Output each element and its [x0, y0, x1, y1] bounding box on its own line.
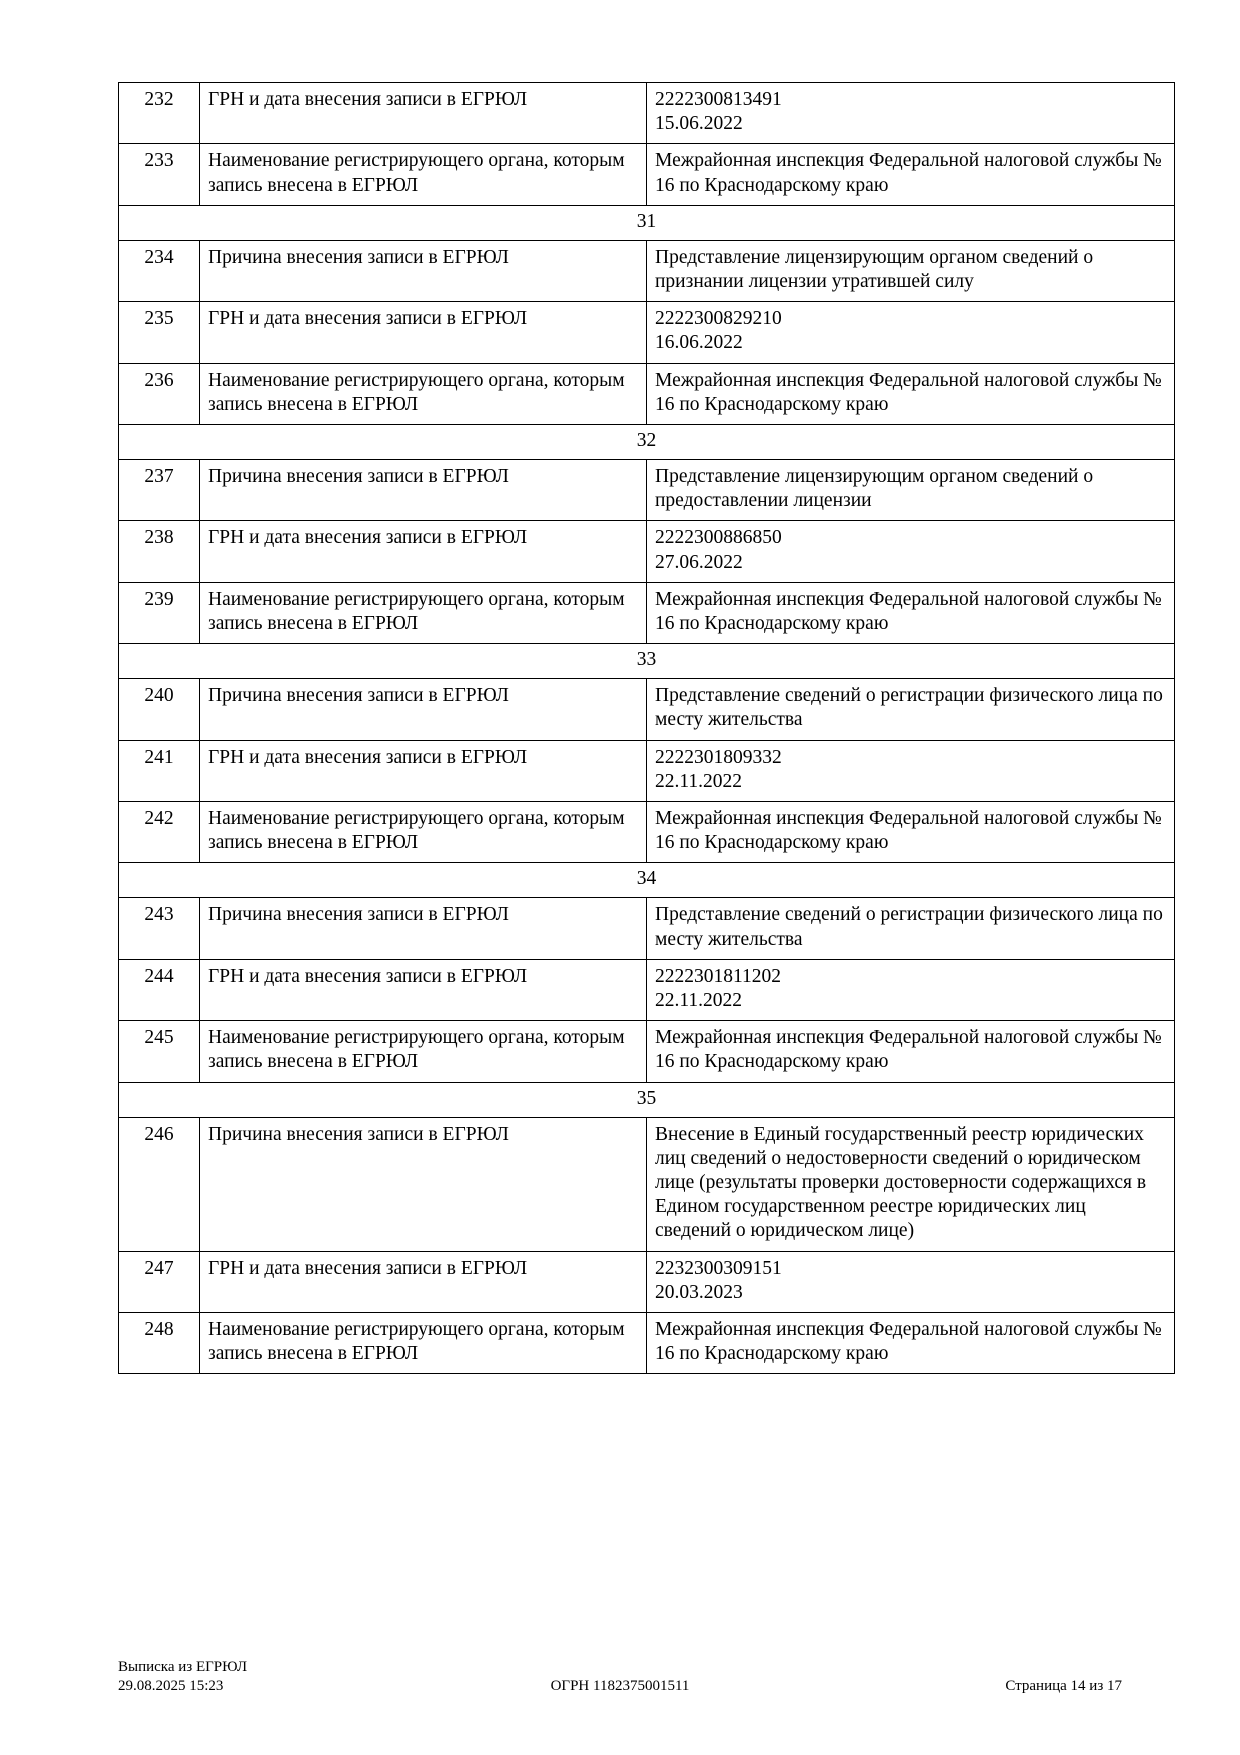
row-label: ГРН и дата внесения записи в ЕГРЮЛ	[200, 521, 647, 582]
row-number: 234	[119, 240, 200, 301]
document-title-footer: Выписка из ЕГРЮЛ	[118, 1659, 247, 1675]
generated-timestamp: 29.08.2025 15:23	[118, 1678, 224, 1694]
row-value	[647, 1251, 1175, 1312]
table-row	[119, 1312, 1175, 1373]
row-number: 245	[119, 1021, 200, 1082]
row-label: Причина внесения записи в ЕГРЮЛ	[200, 898, 647, 959]
row-number: 244	[119, 959, 200, 1020]
row-number: 240	[119, 679, 200, 740]
row-value-line: Представление сведений о регистрации физического лица по месту жительства	[655, 904, 1163, 950]
row-label: Наименование регистрирующего органа, которым запись внесена в ЕГРЮЛ	[200, 1021, 647, 1082]
row-value	[647, 679, 1175, 740]
row-value-line: 22.11.2022	[655, 770, 743, 792]
ogrn-footer: ОГРН 1182375001511	[550, 1678, 690, 1694]
row-label: Наименование регистрирующего органа, которым запись внесена в ЕГРЮЛ	[200, 801, 647, 862]
row-number: 237	[119, 460, 200, 521]
section-title: 31	[119, 205, 1175, 240]
table-row	[119, 582, 1175, 643]
row-label: ГРН и дата внесения записи в ЕГРЮЛ	[200, 959, 647, 1020]
row-value	[647, 240, 1175, 301]
row-number: 233	[119, 144, 200, 205]
section-title: 33	[119, 644, 1175, 679]
row-label: Причина внесения записи в ЕГРЮЛ	[200, 460, 647, 521]
row-label: Причина внесения записи в ЕГРЮЛ	[200, 1117, 647, 1251]
section-title: 34	[119, 863, 1175, 898]
table-row	[119, 83, 1175, 144]
row-number: 235	[119, 302, 200, 363]
row-value	[647, 521, 1175, 582]
row-value-line: 2222300829210	[655, 308, 782, 330]
row-number: 248	[119, 1312, 200, 1373]
row-value-line: 16.06.2022	[655, 332, 743, 354]
row-number: 239	[119, 582, 200, 643]
row-value-line: 2232300309151	[655, 1257, 782, 1279]
row-label: ГРН и дата внесения записи в ЕГРЮЛ	[200, 740, 647, 801]
row-value-line: Представление лицензирующим органом сведений о предоставлении лицензии	[655, 466, 1094, 512]
row-value	[647, 460, 1175, 521]
row-number: 241	[119, 740, 200, 801]
row-value	[647, 740, 1175, 801]
row-number: 232	[119, 83, 200, 144]
row-label: Причина внесения записи в ЕГРЮЛ	[200, 679, 647, 740]
row-value-line: Межрайонная инспекция Федеральной налоговой службы № 16 по Краснодарскому краю	[655, 1318, 1162, 1365]
row-label: Причина внесения записи в ЕГРЮЛ	[200, 240, 647, 301]
row-value-line: 22.11.2022	[655, 989, 743, 1011]
footer-row-top	[118, 1657, 1122, 1676]
row-value	[647, 801, 1175, 862]
row-value-line: 20.03.2023	[655, 1281, 743, 1303]
row-value	[647, 898, 1175, 959]
row-value	[647, 1117, 1175, 1251]
row-label: ГРН и дата внесения записи в ЕГРЮЛ	[200, 1251, 647, 1312]
row-value-line: 2222301809332	[655, 746, 782, 768]
footer-row-bottom	[118, 1676, 1122, 1695]
row-value	[647, 959, 1175, 1020]
table-row	[119, 240, 1175, 301]
table-section-row	[119, 1082, 1175, 1117]
row-value	[647, 83, 1175, 144]
table-row	[119, 959, 1175, 1020]
row-value	[647, 363, 1175, 424]
row-value	[647, 582, 1175, 643]
table-section-row	[119, 863, 1175, 898]
row-value-line: 2222300813491	[655, 89, 782, 110]
row-value-line: Внесение в Единый государственный реестр юридических лиц сведений о недостоверности сведений о юридическом лице (результаты проверки достоверности содержащихся в Едином государственном реестре юридических лиц сведений о юридическом лице)	[655, 1123, 1147, 1242]
row-value-line: Представление сведений о регистрации физического лица по месту жительства	[655, 685, 1163, 731]
row-value-line: 27.06.2022	[655, 551, 743, 573]
row-value-line: 15.06.2022	[655, 113, 743, 135]
table-row	[119, 801, 1175, 862]
table-row	[119, 1117, 1175, 1251]
row-value-line: Межрайонная инспекция Федеральной налоговой службы № 16 по Краснодарскому краю	[655, 1027, 1162, 1073]
row-value-line: Представление лицензирующим органом сведений о признании лицензии утратившей силу	[655, 246, 1094, 293]
row-value-line: 2222301811202	[655, 965, 782, 987]
table-row	[119, 740, 1175, 801]
row-value	[647, 302, 1175, 363]
row-label: Наименование регистрирующего органа, которым запись внесена в ЕГРЮЛ	[200, 144, 647, 205]
row-number: 236	[119, 363, 200, 424]
row-number: 243	[119, 898, 200, 959]
table-section-row	[119, 424, 1175, 459]
row-label: ГРН и дата внесения записи в ЕГРЮЛ	[200, 302, 647, 363]
table-row	[119, 302, 1175, 363]
row-value-line: Межрайонная инспекция Федеральной налоговой службы № 16 по Краснодарскому краю	[655, 150, 1162, 196]
row-value	[647, 1312, 1175, 1373]
table-row	[119, 1251, 1175, 1312]
row-label: Наименование регистрирующего органа, которым запись внесена в ЕГРЮЛ	[200, 363, 647, 424]
table-row	[119, 1021, 1175, 1082]
table-row	[119, 144, 1175, 205]
row-value-line: 2222300886850	[655, 527, 782, 549]
section-title: 35	[119, 1082, 1175, 1117]
row-number: 238	[119, 521, 200, 582]
section-title: 32	[119, 424, 1175, 459]
row-value-line: Межрайонная инспекция Федеральной налоговой службы № 16 по Краснодарскому краю	[655, 807, 1162, 854]
row-label: ГРН и дата внесения записи в ЕГРЮЛ	[200, 83, 647, 144]
page-footer	[118, 1657, 1122, 1695]
row-number: 242	[119, 801, 200, 862]
table-section-row	[119, 644, 1175, 679]
row-value-line: Межрайонная инспекция Федеральной налоговой службы № 16 по Краснодарскому краю	[655, 369, 1162, 415]
row-value	[647, 1021, 1175, 1082]
row-label: Наименование регистрирующего органа, которым запись внесена в ЕГРЮЛ	[200, 582, 647, 643]
table-body	[119, 83, 1175, 1374]
row-number: 246	[119, 1117, 200, 1251]
table-row	[119, 363, 1175, 424]
page-number: Страница 14 из 17	[1005, 1678, 1122, 1694]
table-row	[119, 521, 1175, 582]
egrul-records-table	[118, 82, 1175, 1374]
row-value	[647, 144, 1175, 205]
row-label: Наименование регистрирующего органа, которым запись внесена в ЕГРЮЛ	[200, 1312, 647, 1373]
table-row	[119, 679, 1175, 740]
row-number: 247	[119, 1251, 200, 1312]
row-value-line: Межрайонная инспекция Федеральной налоговой службы № 16 по Краснодарскому краю	[655, 588, 1162, 634]
table-section-row	[119, 205, 1175, 240]
table-row	[119, 460, 1175, 521]
table-row	[119, 898, 1175, 959]
